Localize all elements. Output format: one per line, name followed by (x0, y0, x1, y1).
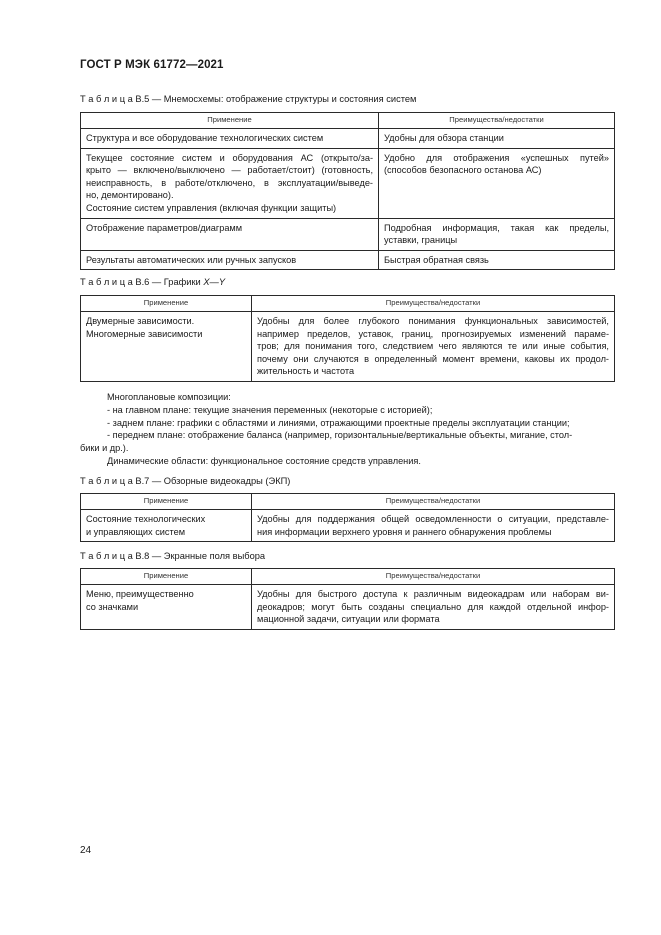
cell-line: ния информации верхнего уровня и раннего обнаружения проблемы (257, 526, 552, 537)
paragraph-line: Динамические области: функциональное состояние средств управления. (107, 455, 421, 466)
cell-line: тров; для понимания того, следствием чего являются те или иные события, (257, 341, 609, 352)
paragraph-line: бики и др.). (80, 443, 129, 454)
table-b6-header-row (81, 296, 615, 312)
body-text (80, 391, 614, 468)
table-b7-cell-app (81, 510, 252, 542)
cell-line: (способов безопасного останова АС) (384, 165, 542, 176)
cell-line: Состояние технологических (86, 514, 206, 524)
table-b7 (80, 493, 615, 542)
cell-line: Удобно для отображения «успешных путей» (384, 152, 609, 163)
table-row (81, 312, 615, 382)
table-b8-caption (80, 551, 265, 561)
table-b5-caption-text: В.5 — Мнемосхемы: отображение структуры и состояния систем (132, 94, 417, 104)
cell-line: неисправность, в работе/отключено, в эксплуатации/выведе- (86, 177, 373, 188)
table-b5-cell-pros (379, 218, 615, 250)
table-b5-header-row (81, 113, 615, 129)
table-row (81, 585, 615, 630)
table-b7-header-row (81, 494, 615, 510)
table-b7-caption-text: В.7 — Обзорные видеокадры (ЭКП) (132, 476, 291, 486)
cell-line: Быстрая обратная связь (384, 254, 489, 265)
table-row (81, 250, 615, 270)
table-b5 (80, 112, 615, 270)
table-b6-col-pros: Преимущества/недостатки (252, 296, 615, 312)
table-b5-caption-word: Т а б л и ц а (80, 94, 133, 104)
cell-line: Отображение параметров/диаграмм (86, 222, 243, 233)
cell-line: Удобны для поддержания общей осведомленности о ситуации, представле- (257, 514, 609, 524)
paragraph-line: - заднем плане: графики с областями и линиями, отражающими проектные пределы эксплуатации станции; (107, 417, 570, 428)
table-b6-cell-pros (252, 312, 615, 382)
table-b8-cell-pros (252, 585, 615, 630)
table-b8-col-pros: Преимущества/недостатки (252, 569, 615, 585)
cell-line: Удобны для быстрого доступа к различным видеокадрам или наборам ви- (257, 589, 609, 599)
paragraph-line: - переднем плане: отображение баланса (например, горизонтальные/вертикальные объекты, мигание, стол- (107, 430, 573, 441)
table-b8-col-application: Применение (81, 569, 252, 585)
paragraph-line: Многоплановые композиции: (107, 392, 231, 402)
table-b7-cell-pros (252, 510, 615, 542)
table-b6-caption-xy: X—Y (203, 277, 226, 287)
cell-line: Результаты автоматических или ручных запусков (86, 254, 297, 265)
table-b5-cell-app (81, 250, 379, 270)
cell-line: мационной задачи, ситуации или формата (257, 614, 440, 625)
cell-line: Двумерные зависимости. (86, 316, 195, 326)
table-b6 (80, 295, 615, 382)
cell-line: деокадров; могут быть созданы специально для каждой отдельной инфор- (257, 601, 609, 612)
cell-line: Удобны для обзора станции (384, 133, 504, 143)
table-b5-cell-app (81, 218, 379, 250)
table-row (81, 129, 615, 149)
cell-line: уставки, границы (384, 235, 458, 246)
table-b6-caption-word: Т а б л и ц а (80, 277, 133, 287)
paragraph-line: - на главном плане: текущие значения переменных (некоторые с историей); (107, 404, 433, 415)
table-b5-cell-pros (379, 129, 615, 149)
cell-line: жительность и частота (257, 366, 355, 377)
table-b8-cell-app (81, 585, 252, 630)
document-header: ГОСТ Р МЭК 61772—2021 (80, 59, 224, 71)
table-b5-cell-pros (379, 148, 615, 218)
table-row (81, 218, 615, 250)
table-b8-caption-word: Т а б л и ц а (80, 551, 133, 561)
table-b7-caption (80, 476, 290, 486)
table-b6-col-application: Применение (81, 296, 252, 312)
cell-line: Меню, преимущественно (86, 589, 194, 599)
table-b5-col-pros: Преимущества/недостатки (379, 113, 615, 129)
table-b8 (80, 568, 615, 630)
cell-line: Состояние систем управления (включая функции защиты) (86, 202, 337, 213)
table-b8-caption-text: В.8 — Экранные поля выбора (132, 551, 266, 561)
cell-line: крыто — включено/выключено — работает/стоит) (готовность, (86, 165, 373, 176)
cell-line: но, демонтировано). (86, 190, 174, 201)
cell-line: Удобны для более глубокого понимания функциональных зависимостей, (257, 316, 609, 326)
table-b5-cell-app (81, 129, 379, 149)
table-b7-caption-word: Т а б л и ц а (80, 476, 133, 486)
cell-line: и управляющих систем (86, 526, 186, 537)
table-b5-cell-pros (379, 250, 615, 270)
cell-line: Структура и все оборудование технологических систем (86, 133, 324, 143)
cell-line: Подробная информация, такая как пределы, (384, 222, 609, 233)
table-b7-col-pros: Преимущества/недостатки (252, 494, 615, 510)
table-b5-col-application: Применение (81, 113, 379, 129)
cell-line: например пределов, уставок, границ, прогнозируемых изменений параме- (257, 328, 609, 339)
table-b6-caption (80, 277, 225, 287)
table-b6-caption-text: В.6 — Графики (132, 277, 204, 287)
table-row (81, 148, 615, 218)
cell-line: со значками (86, 601, 139, 612)
table-b7-col-application: Применение (81, 494, 252, 510)
table-b5-cell-app (81, 148, 379, 218)
cell-line: почему они случаются в определенный момент времени, каковы их продол- (257, 353, 609, 364)
page-number: 24 (80, 845, 92, 856)
table-row (81, 510, 615, 542)
table-b6-cell-app (81, 312, 252, 382)
table-b8-header-row (81, 569, 615, 585)
cell-line: Текущее состояние систем и оборудования АС (открыто/за- (86, 152, 373, 163)
table-b5-caption (80, 94, 416, 104)
cell-line: Многомерные зависимости (86, 328, 203, 339)
